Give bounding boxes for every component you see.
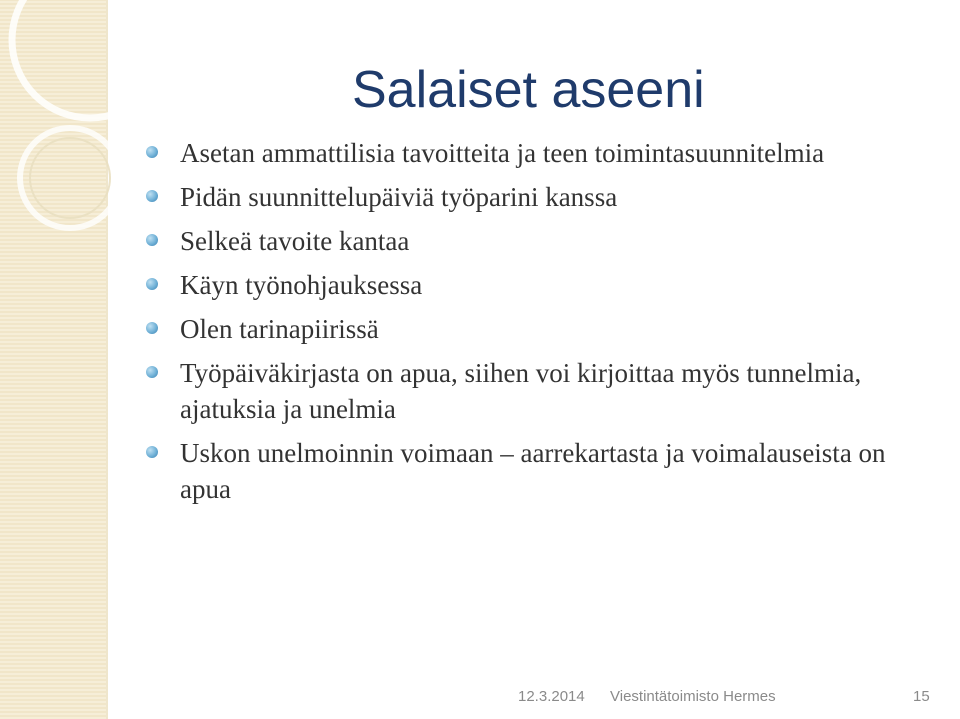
bullet-text: Selkeä tavoite kantaa [180, 226, 410, 256]
bullet-dot-icon [146, 322, 158, 334]
footer-date: 12.3.2014 [518, 688, 585, 705]
bullet-text: Käyn työnohjauksessa [180, 270, 423, 300]
bullet-item [140, 355, 930, 427]
footer-page-number: 15 [913, 688, 930, 705]
decor-circle-inner [30, 138, 110, 218]
bullet-item [140, 135, 930, 171]
bullet-text: Pidän suunnittelupäiviä työparini kanssa [180, 182, 618, 212]
bullet-item [140, 223, 930, 259]
footer-organization: Viestintätoimisto Hermes [610, 688, 776, 705]
bullet-dot-icon [146, 234, 158, 246]
decor-circle-large [12, 0, 160, 118]
bullet-list [140, 135, 930, 515]
decor-circle-small [20, 128, 120, 228]
bullet-item [140, 267, 930, 303]
bullet-text: Työpäiväkirjasta on apua, siihen voi kirjoittaa myös tunnelmia, ajatuksia ja unelmia [180, 358, 862, 424]
bullet-text: Olen tarinapiirissä [180, 314, 379, 344]
decorative-circles [0, 0, 160, 320]
bullet-dot-icon [146, 366, 158, 378]
bullet-dot-icon [146, 278, 158, 290]
bullet-text: Uskon unelmoinnin voimaan – aarrekartasta ja voimalauseista on apua [180, 438, 886, 504]
bullet-text: Asetan ammattilisia tavoitteita ja teen toimintasuunnitelmia [180, 138, 825, 168]
bullet-item [140, 311, 930, 347]
slide-title: Salaiset aseeni [352, 61, 705, 119]
bullet-dot-icon [146, 446, 158, 458]
bullet-item [140, 435, 930, 507]
bullet-dot-icon [146, 190, 158, 202]
bullet-dot-icon [146, 146, 158, 158]
bullet-item [140, 179, 930, 215]
